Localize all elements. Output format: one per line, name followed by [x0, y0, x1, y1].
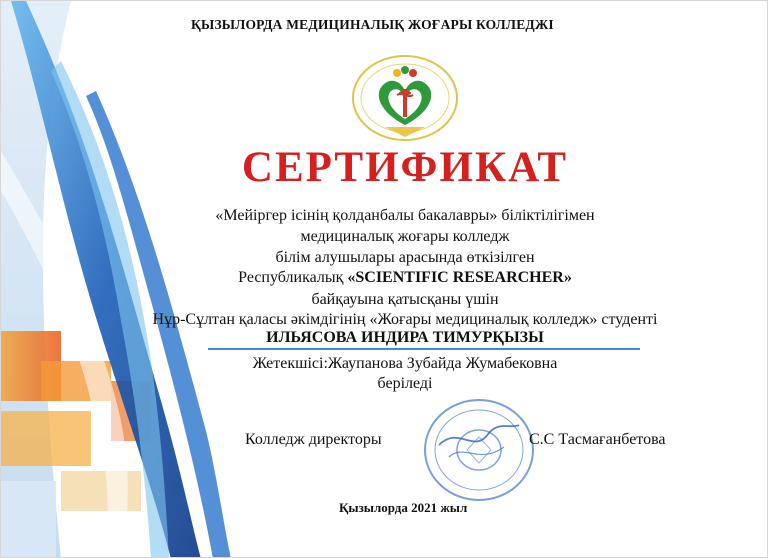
director-name: С.С Тасмағанбетова [529, 431, 666, 448]
participants-line: білім алушылары арасында өткізілген [275, 249, 535, 266]
event-prefix: Республикалық [238, 269, 348, 286]
supervisor-line: Жетекшісі:Жаупанова Зубайда Жумабековна [252, 355, 558, 372]
event-name: «SCIENTIFIC RESEARCHER» [347, 269, 572, 286]
qualification-line: «Мейіргер ісінің қолданбалы бакалавры» біліктілігімен [215, 207, 595, 224]
city-year: Қызылорда 2021 жыл [339, 500, 468, 515]
recipient-underline [208, 348, 640, 350]
participation-line: байқауына қатысқаны үшін [311, 291, 499, 308]
event-line [1, 267, 768, 288]
college-type-line: медициналық жоғары колледж [300, 228, 510, 245]
college-name: ҚЫЗЫЛОРДА МЕДИЦИНАЛЫҚ ЖОҒАРЫ КОЛЛЕДЖІ [191, 17, 554, 32]
recipient-name: ИЛЬЯСОВА ИНДИРА ТИМУРҚЫЗЫ [266, 329, 544, 346]
certificate-title: СЕРТИФИКАТ [241, 144, 569, 191]
student-of-line: Нұр-Сұлтан қаласы әкімдігінің «Жоғары медициналық колледж» студенті [152, 311, 658, 328]
college-logo [351, 53, 459, 143]
awarded-line: беріледі [377, 375, 433, 392]
official-stamp [419, 395, 541, 505]
director-label: Колледж директоры [245, 431, 382, 448]
